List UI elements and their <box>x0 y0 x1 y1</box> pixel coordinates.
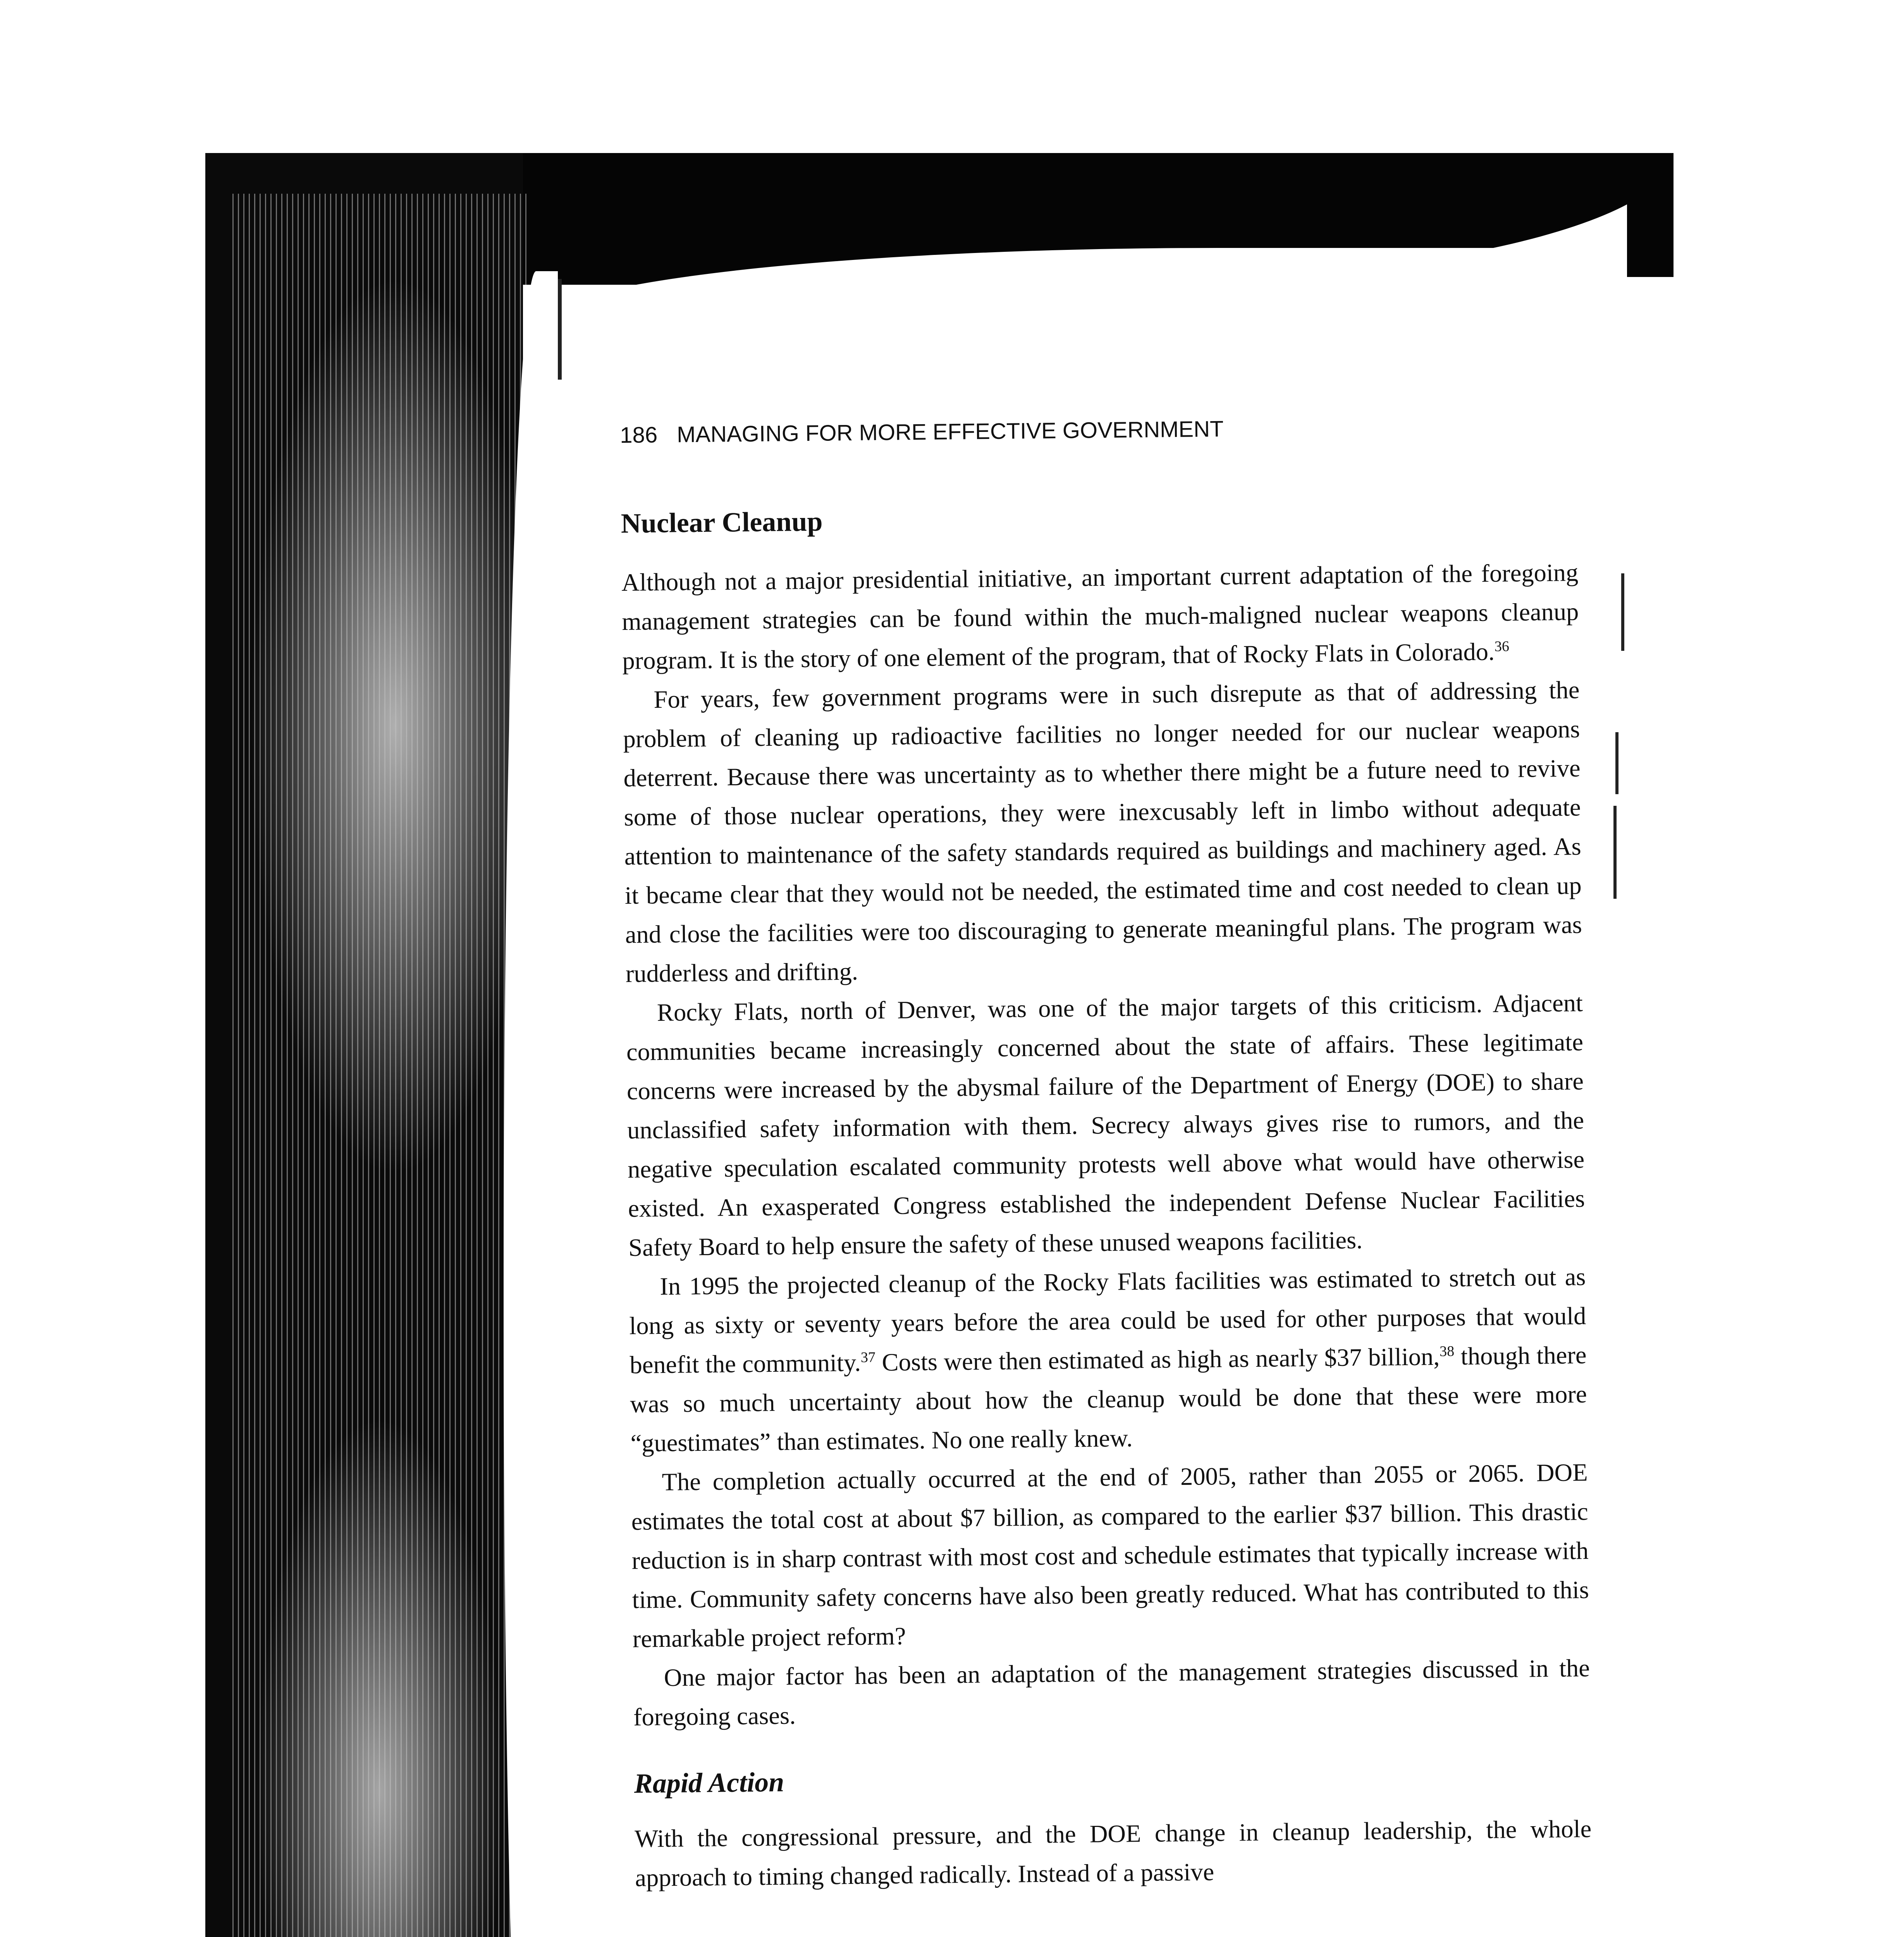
paragraph-4-text-c: though there was so much uncertainty about how the cleanup would be done that these were more “guestimates” than estimates. No one really knew. <box>630 1341 1587 1457</box>
paragraph-6-text: One major factor has been an adaptation of the management strategies discussed in the foregoing cases. <box>633 1654 1590 1731</box>
paragraph-3-text: Rocky Flats, north of Denver, was one of the major targets of this criticism. Adjacent communities became increasingly concerned about the state of affairs. These legitimate concerns were increased by the abysmal failure of the Department of Energy (DOE) to share unclassified safety information with them. Secrecy always gives rise to rumors, and the negative speculation escalated community protests well above what would have otherwise existed. An exasperated Congress established the independent Defense Nuclear Facilities Safety Board to help ensure the safety of these unused weapons facilities. <box>626 989 1585 1261</box>
paragraph-5-text: The completion actually occurred at the end of 2005, rather than 2055 or 2065. DOE estimates the total cost at about $7 billion, as compared to the earlier $37 billion. This drastic reduction is in sharp contrast with most cost and schedule estimates that typically increase with time. Community safety concerns have also been greatly reduced. What has contributed to this remarkable project reform? <box>631 1458 1589 1653</box>
scan-margin-mark <box>1615 732 1618 794</box>
footnote-ref: 38 <box>1439 1343 1455 1360</box>
book-page <box>620 412 1592 1897</box>
paragraph-6 <box>633 1648 1590 1737</box>
scan-photo-texture <box>232 194 527 1937</box>
running-head <box>620 412 1577 457</box>
section-title: Nuclear Cleanup <box>621 506 823 539</box>
paragraph-1 <box>621 553 1579 680</box>
scan-margin-mark <box>1621 573 1624 651</box>
paragraph-7 <box>635 1809 1592 1897</box>
paragraph-5 <box>631 1453 1589 1658</box>
paragraph-7-text: With the congressional pressure, and the DOE change in cleanup leadership, the whole approach to timing changed radically. Instead of a passive <box>634 1815 1592 1892</box>
paragraph-1-text: Although not a major presidential initiative, an important current adaptation of the foregoing management strategies can be found within the much-maligned nuclear weapons cleanup program. It is the story of one element of the program, that of Rocky Flats in Colorado. <box>621 559 1579 674</box>
scan-shadow-right-top <box>1627 153 1674 277</box>
page-number: 186 <box>620 422 658 448</box>
footnote-ref: 36 <box>1494 638 1510 655</box>
paragraph-2-text: For years, few government programs were in such disrepute as that of addressing the problem of cleaning up radioactive facilities no longer needed for our nuclear weapons deterrent. Because there was uncertainty as to whether there might be a future need to revive some of those nuclear operations, they were inexcusably left in limbo without adequate attention to maintenance of the safety standards required as buildings and machinery aged. As it became clear that they would not be needed, the estimated time and cost needed to clean up and close the facilities were too discouraging to generate meaningful plans. The program was rudderless and drifting. <box>623 676 1582 987</box>
paragraph-4-text-a: In 1995 the projected cleanup of the Rocky Flats facilities was estimated to stretch out as long as sixty or seventy years before the area could be used for other purposes that would benefit the community. <box>629 1263 1586 1379</box>
running-title: MANAGING FOR MORE EFFECTIVE GOVERNMENT <box>676 416 1224 447</box>
subsection-title: Rapid Action <box>634 1766 784 1799</box>
paragraph-4 <box>629 1257 1588 1463</box>
paragraph-4-text-b: Costs were then estimated as high as nearly $37 billion, <box>875 1342 1440 1376</box>
footnote-ref: 37 <box>860 1349 876 1366</box>
scan-margin-mark <box>558 279 562 380</box>
paragraph-3 <box>626 983 1585 1267</box>
paragraph-2 <box>623 670 1582 993</box>
scan-margin-mark <box>1613 806 1617 899</box>
